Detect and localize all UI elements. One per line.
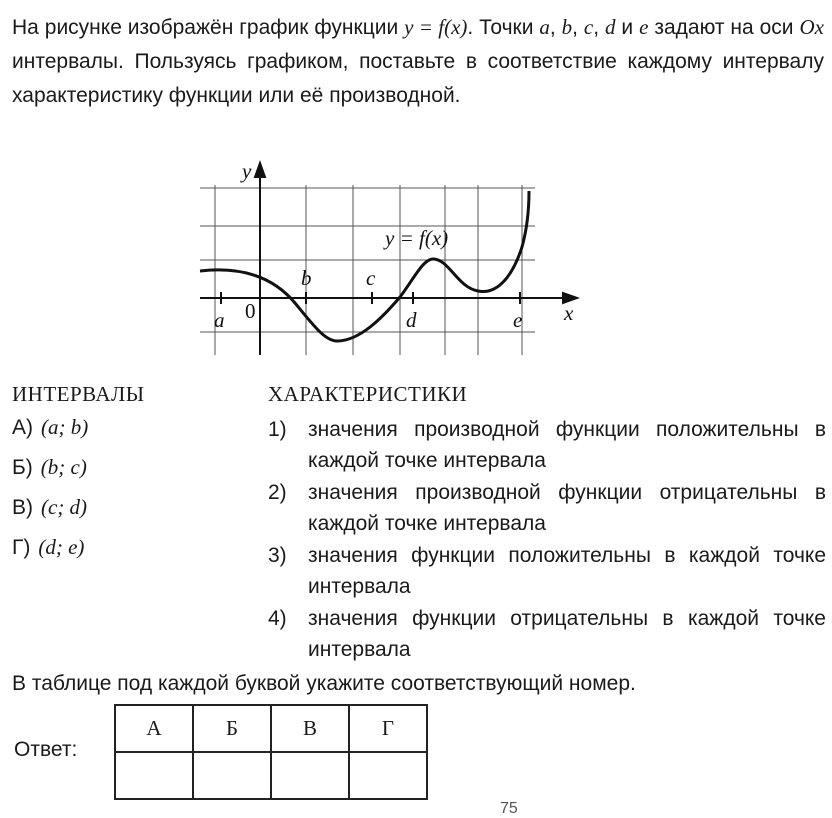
answer-cell-b[interactable]	[193, 752, 271, 799]
answer-input-row	[115, 752, 427, 799]
interval-value: (a; b)	[41, 415, 89, 439]
problem-text-1: На рисунке изображён график функции	[12, 16, 399, 39]
characteristic-text: значения функции положительны в каждой точке интервала	[308, 544, 826, 598]
problem-text-2: . Точки	[467, 16, 534, 39]
answer-letter-a: А	[115, 705, 193, 752]
characteristic-text: значения функции отрицательны в каждой точке интервала	[308, 607, 826, 661]
interval-item	[12, 495, 87, 520]
answer-header-row	[115, 705, 427, 752]
conj-and: и	[621, 16, 634, 39]
function-label: y = f(x)	[385, 226, 449, 250]
characteristic-text: значения производной функции положительны в каждой точке интервала	[308, 418, 826, 472]
label-e: e	[513, 308, 523, 332]
intervals-heading: ИНТЕРВАЛЫ	[12, 382, 145, 406]
point-a: a	[539, 15, 550, 39]
instruction-text: В таблице под каждой буквой укажите соответствующий номер.	[12, 672, 636, 695]
problem-text-3: задают на оси	[654, 16, 794, 39]
label-b: b	[301, 266, 312, 290]
characteristic-number: 4)	[268, 607, 287, 630]
interval-item	[12, 415, 88, 440]
point-e: e	[639, 15, 649, 39]
characteristic-number: 1)	[268, 418, 287, 441]
page-number: 75	[500, 800, 518, 817]
point-c: c	[583, 15, 594, 39]
function-notation: y = f(x)	[404, 15, 468, 39]
interval-letter: Б)	[12, 456, 33, 479]
point-d: d	[605, 15, 616, 39]
y-axis-label: y	[242, 159, 252, 183]
comma: ,	[593, 16, 600, 39]
label-c: c	[366, 266, 376, 290]
characteristic-text: значения производной функции отрицательны в каждой точке интервала	[308, 481, 826, 535]
interval-value: (b; c)	[40, 455, 87, 479]
x-axis-label: x	[564, 301, 574, 325]
answer-table	[114, 704, 428, 800]
y-axis-arrow	[255, 163, 265, 177]
answer-label: Ответ:	[14, 738, 78, 761]
answer-cell-a[interactable]	[115, 752, 193, 799]
interval-letter: В)	[12, 496, 33, 519]
comma: ,	[549, 16, 556, 39]
characteristics-heading: ХАРАКТЕРИСТИКИ	[268, 382, 468, 406]
characteristic-item	[268, 414, 826, 476]
point-b: b	[561, 15, 573, 39]
interval-item	[12, 535, 84, 560]
characteristic-number: 3)	[268, 544, 287, 567]
characteristic-item	[268, 477, 826, 539]
problem-statement	[12, 10, 824, 113]
answer-cell-v[interactable]	[271, 752, 349, 799]
function-graph	[195, 155, 585, 355]
interval-letter: А)	[12, 416, 33, 439]
label-d: d	[406, 308, 417, 332]
interval-item	[12, 455, 87, 480]
answer-cell-g[interactable]	[349, 752, 427, 799]
characteristic-number: 2)	[268, 481, 287, 504]
axis-name: Ox	[799, 15, 824, 39]
interval-letter: Г)	[12, 536, 31, 559]
answer-letter-b: Б	[193, 705, 271, 752]
problem-text-4: интервалы. Пользуясь графиком, поставьте в соответствие каждому интервалу характеристику функции или её производной.	[12, 50, 824, 107]
characteristic-item	[268, 603, 826, 665]
characteristic-item	[268, 540, 826, 602]
label-a: a	[214, 308, 225, 332]
answer-letter-g: Г	[349, 705, 427, 752]
interval-value: (d; e)	[38, 535, 85, 559]
answer-letter-v: В	[271, 705, 349, 752]
comma: ,	[572, 16, 578, 39]
origin-label: 0	[245, 299, 256, 323]
interval-value: (c; d)	[41, 495, 88, 519]
